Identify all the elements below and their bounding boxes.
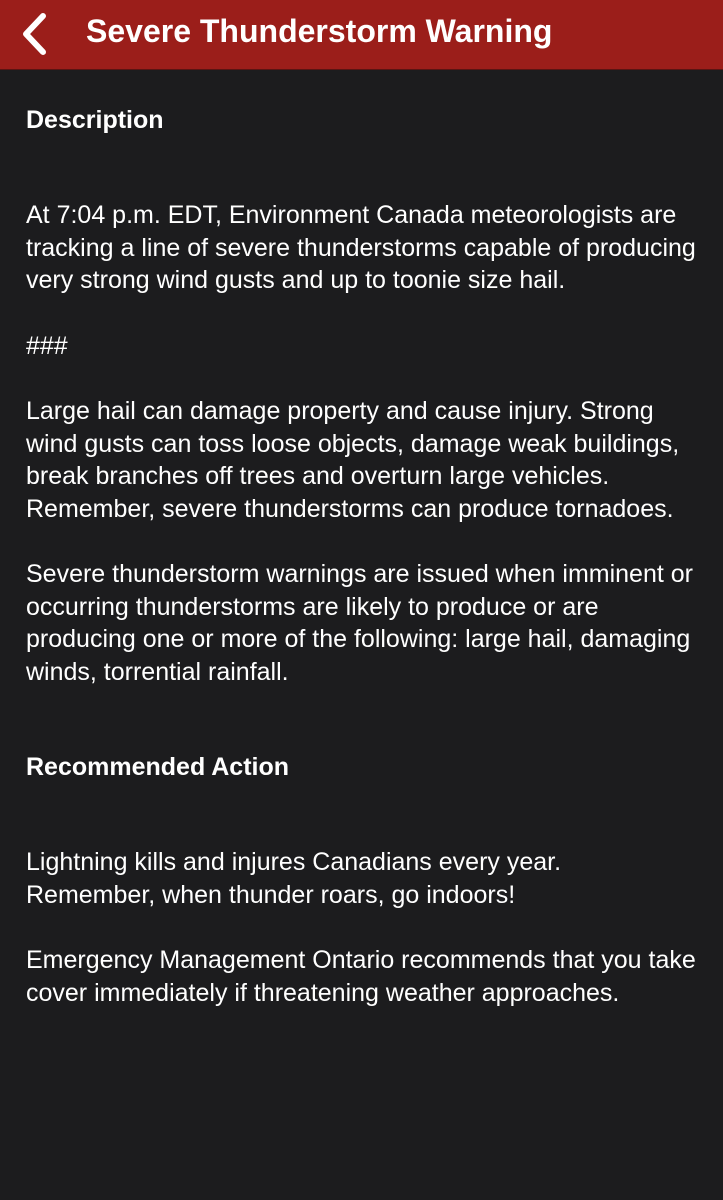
description-separator: ### — [26, 331, 68, 360]
chevron-left-icon — [19, 12, 49, 56]
recommended-action-paragraph: Lightning kills and injures Canadians every year. Remember, when thunder roars, go indoors! — [26, 848, 562, 909]
description-paragraph: At 7:04 p.m. EDT, Environment Canada meteorologists are tracking a line of severe thunderstorms capable of producing very strong wind gusts and up to toonie size hail. — [26, 201, 696, 294]
back-button[interactable] — [12, 8, 56, 60]
recommended-action-heading: Recommended Action — [26, 753, 290, 781]
description-paragraph: Large hail can damage property and cause injury. Strong wind gusts can toss loose objects, damage weak buildings, break branches off trees and overturn large vehicles. Remember, severe thunderstorms can produce tornadoes. — [26, 397, 680, 523]
description-section — [26, 104, 706, 688]
page-title: Severe Thunderstorm Warning — [86, 13, 553, 49]
alert-details — [26, 70, 706, 1009]
recommended-action-section — [26, 751, 706, 1009]
description-heading: Description — [26, 106, 164, 134]
recommended-action-paragraph: Emergency Management Ontario recommends that you take cover immediately if threatening weather approaches. — [26, 946, 696, 1007]
description-paragraph: Severe thunderstorm warnings are issued when imminent or occurring thunderstorms are likely to produce or are producing one or more of the following: large hail, damaging winds, torrential rainfall. — [26, 560, 693, 686]
nav-bar — [0, 0, 723, 70]
